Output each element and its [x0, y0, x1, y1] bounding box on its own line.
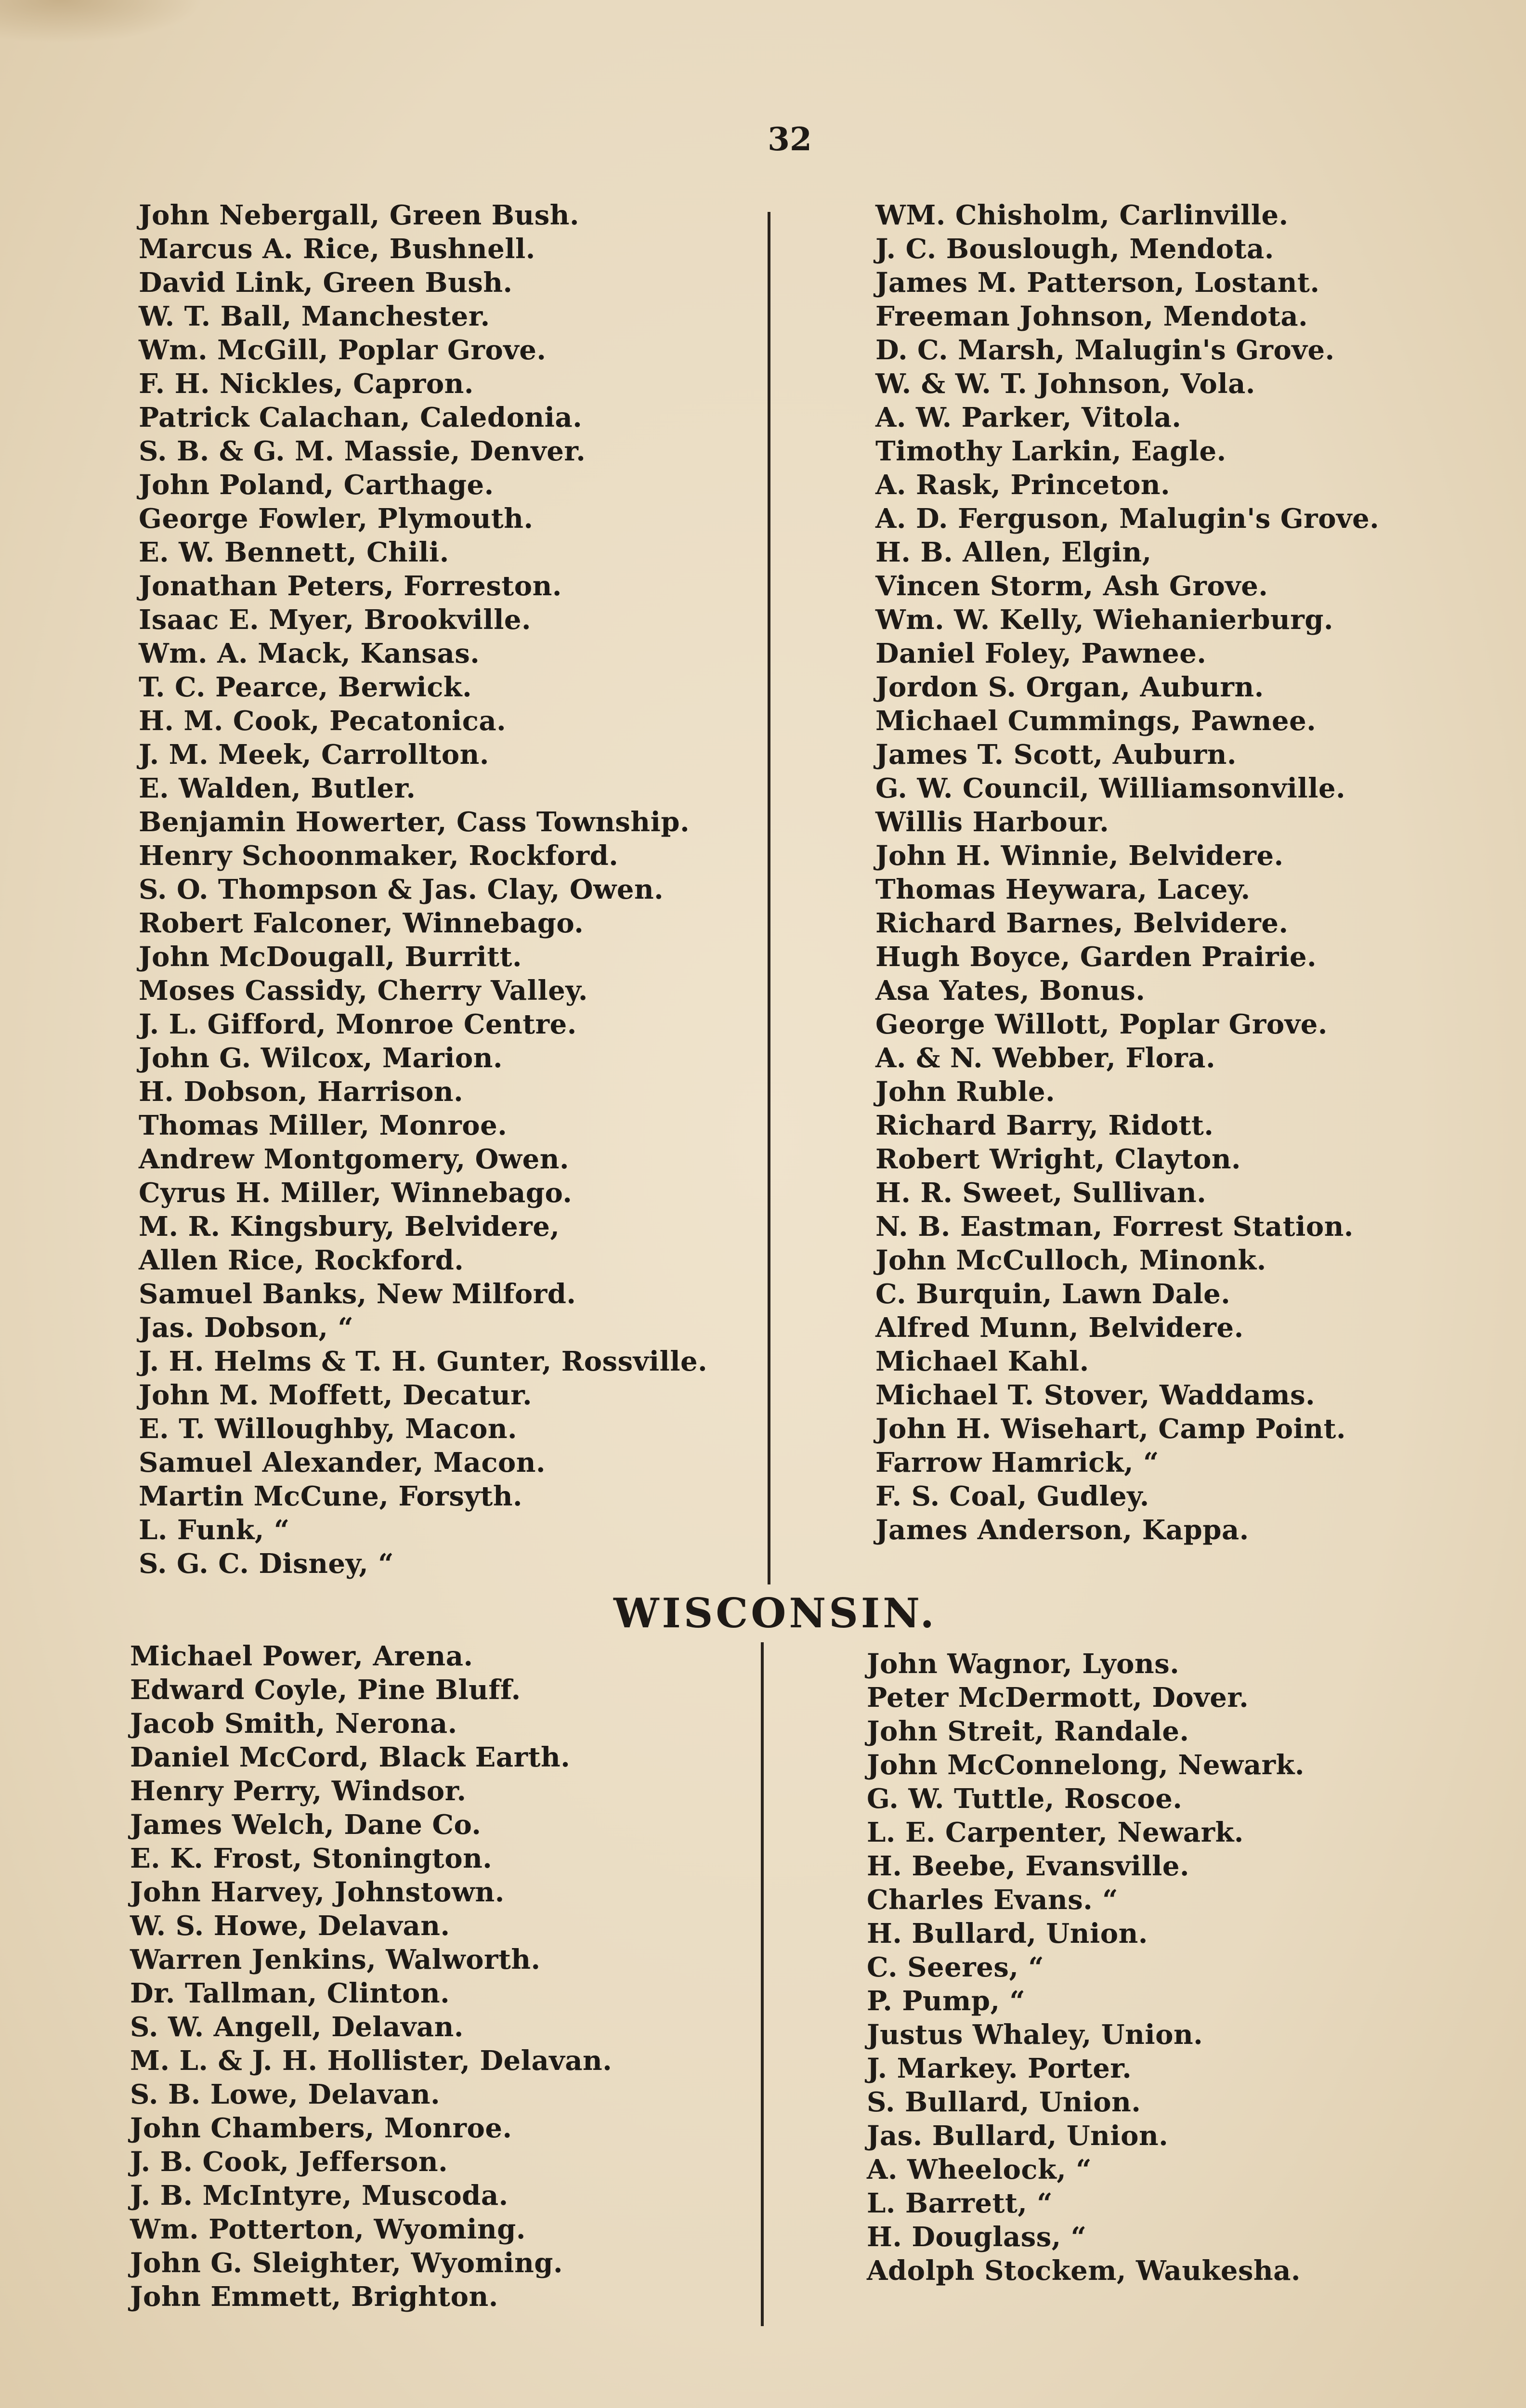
- entry: Dr. Tallman, Clinton.: [130, 1977, 450, 2009]
- entry: L. Funk, “: [139, 1514, 290, 1546]
- entry: Daniel McCord, Black Earth.: [130, 1741, 571, 1773]
- illinois-left-column: [139, 198, 707, 1581]
- entry: John Emmett, Brighton.: [130, 2281, 498, 2313]
- entry: Charles Evans. “: [867, 1884, 1118, 1916]
- entry: M. L. & J. H. Hollister, Delavan.: [130, 2045, 613, 2077]
- entry: Farrow Hamrick, “: [875, 1447, 1159, 1479]
- entry: F. H. Nickles, Capron.: [139, 368, 474, 400]
- page-number: 32: [768, 120, 812, 158]
- entry: S. G. C. Disney, “: [139, 1548, 394, 1580]
- entry: E. T. Willoughby, Macon.: [139, 1413, 518, 1445]
- entry: Vincen Storm, Ash Grove.: [875, 570, 1268, 602]
- entry: WM. Chisholm, Carlinville.: [875, 199, 1289, 231]
- entry: James T. Scott, Auburn.: [875, 739, 1237, 771]
- entry: W. S. Howe, Delavan.: [130, 1910, 450, 1942]
- entry: Adolph Stockem, Waukesha.: [867, 2255, 1301, 2287]
- entry: Michael Kahl.: [875, 1346, 1089, 1377]
- wisconsin-right-column: [867, 1647, 1304, 2288]
- column-divider-bottom: [761, 1642, 764, 2326]
- entry: W. T. Ball, Manchester.: [139, 301, 490, 332]
- entry: John Streit, Randale.: [867, 1715, 1189, 1747]
- entry: Alfred Munn, Belvidere.: [875, 1312, 1244, 1344]
- entry: George Fowler, Plymouth.: [139, 503, 534, 535]
- entry: S. B. & G. M. Massie, Denver.: [139, 435, 586, 467]
- entry: H. R. Sweet, Sullivan.: [875, 1177, 1207, 1209]
- entry: John M. Moffett, Decatur.: [139, 1379, 533, 1411]
- illinois-right-column: [875, 198, 1379, 1547]
- entry: Thomas Heywara, Lacey.: [875, 874, 1251, 905]
- entry: A. D. Ferguson, Malugin's Grove.: [875, 503, 1380, 535]
- entry: L. E. Carpenter, Newark.: [867, 1817, 1244, 1848]
- entry: Peter McDermott, Dover.: [867, 1682, 1249, 1714]
- entry: John G. Wilcox, Marion.: [139, 1042, 503, 1074]
- entry: Wm. Potterton, Wyoming.: [130, 2213, 526, 2245]
- entry: S. Bullard, Union.: [867, 2086, 1141, 2118]
- entry: Hugh Boyce, Garden Prairie.: [875, 941, 1317, 973]
- wisconsin-heading: WISCONSIN.: [613, 1589, 937, 1637]
- entry: John Chambers, Monroe.: [130, 2112, 512, 2144]
- entry: James M. Patterson, Lostant.: [875, 267, 1320, 299]
- entry: Marcus A. Rice, Bushnell.: [139, 233, 535, 265]
- entry: H. B. Allen, Elgin,: [875, 537, 1152, 568]
- entry: C. Seeres, “: [867, 1951, 1044, 1983]
- entry: Timothy Larkin, Eagle.: [875, 435, 1226, 467]
- entry: J. L. Gifford, Monroe Centre.: [139, 1008, 577, 1040]
- wisconsin-left-column: [130, 1639, 612, 2314]
- entry: Wm. W. Kelly, Wiehanierburg.: [875, 604, 1334, 636]
- entry: Cyrus H. Miller, Winnebago.: [139, 1177, 573, 1209]
- entry: Andrew Montgomery, Owen.: [139, 1143, 569, 1175]
- entry: C. Burquin, Lawn Dale.: [875, 1278, 1231, 1310]
- entry: Benjamin Howerter, Cass Township.: [139, 806, 690, 838]
- entry: A. & N. Webber, Flora.: [875, 1042, 1216, 1074]
- entry: Allen Rice, Rockford.: [139, 1244, 464, 1276]
- entry: John G. Sleighter, Wyoming.: [130, 2247, 563, 2279]
- entry: Willis Harbour.: [875, 806, 1109, 838]
- entry: Samuel Banks, New Milford.: [139, 1278, 576, 1310]
- entry: John McDougall, Burritt.: [139, 941, 522, 973]
- entry: L. Barrett, “: [867, 2187, 1053, 2219]
- entry: Samuel Alexander, Macon.: [139, 1447, 546, 1479]
- entry: Martin McCune, Forsyth.: [139, 1480, 523, 1512]
- entry: H. Dobson, Harrison.: [139, 1076, 464, 1108]
- entry: Patrick Calachan, Caledonia.: [139, 402, 583, 433]
- entry: James Welch, Dane Co.: [130, 1809, 482, 1841]
- entry: Michael T. Stover, Waddams.: [875, 1379, 1316, 1411]
- entry: Michael Cummings, Pawnee.: [875, 705, 1317, 737]
- entry: J. C. Bouslough, Mendota.: [875, 233, 1274, 265]
- entry: John H. Wisehart, Camp Point.: [875, 1413, 1346, 1445]
- entry: J. H. Helms & T. H. Gunter, Rossville.: [139, 1346, 708, 1377]
- page-stain: [0, 0, 202, 43]
- entry: E. W. Bennett, Chili.: [139, 537, 449, 568]
- entry: T. C. Pearce, Berwick.: [139, 671, 472, 703]
- entry: P. Pump, “: [867, 1985, 1026, 2017]
- entry: Warren Jenkins, Walworth.: [130, 1944, 541, 1976]
- entry: Jas. Dobson, “: [139, 1312, 354, 1344]
- entry: Henry Schoonmaker, Rockford.: [139, 840, 619, 872]
- entry: David Link, Green Bush.: [139, 267, 513, 299]
- entry: G. W. Council, Williamsonville.: [875, 772, 1346, 804]
- entry: John Ruble.: [875, 1076, 1056, 1108]
- entry: D. C. Marsh, Malugin's Grove.: [875, 334, 1335, 366]
- entry: Justus Whaley, Union.: [867, 2019, 1203, 2051]
- entry: J. M. Meek, Carrollton.: [139, 739, 489, 771]
- entry: W. & W. T. Johnson, Vola.: [875, 368, 1255, 400]
- entry: Jonathan Peters, Forreston.: [139, 570, 562, 602]
- entry: Wm. McGill, Poplar Grove.: [139, 334, 547, 366]
- entry: H. Bullard, Union.: [867, 1918, 1148, 1950]
- entry: S. O. Thompson & Jas. Clay, Owen.: [139, 874, 664, 905]
- entry: Edward Coyle, Pine Bluff.: [130, 1674, 521, 1706]
- entry: Freeman Johnson, Mendota.: [875, 301, 1308, 332]
- entry: N. B. Eastman, Forrest Station.: [875, 1211, 1354, 1243]
- entry: Jas. Bullard, Union.: [867, 2120, 1169, 2152]
- entry: Michael Power, Arena.: [130, 1640, 473, 1672]
- entry: J. B. McIntyre, Muscoda.: [130, 2180, 509, 2212]
- entry: Jacob Smith, Nerona.: [130, 1708, 457, 1740]
- column-divider-top: [768, 212, 770, 1584]
- entry: A. Wheelock, “: [867, 2154, 1092, 2186]
- entry: John Wagnor, Lyons.: [867, 1648, 1180, 1680]
- entry: S. B. Lowe, Delavan.: [130, 2079, 441, 2110]
- entry: Moses Cassidy, Cherry Valley.: [139, 975, 588, 1007]
- entry: J. Markey. Porter.: [867, 2053, 1132, 2084]
- entry: J. B. Cook, Jefferson.: [130, 2146, 448, 2178]
- entry: Asa Yates, Bonus.: [875, 975, 1146, 1007]
- entry: Richard Barry, Ridott.: [875, 1110, 1214, 1141]
- entry: John McConnelong, Newark.: [867, 1749, 1304, 1781]
- entry: Richard Barnes, Belvidere.: [875, 907, 1289, 939]
- entry: Wm. A. Mack, Kansas.: [139, 638, 480, 669]
- entry: John H. Winnie, Belvidere.: [875, 840, 1284, 872]
- entry: S. W. Angell, Delavan.: [130, 2011, 464, 2043]
- entry: A. W. Parker, Vitola.: [875, 402, 1182, 433]
- entry: A. Rask, Princeton.: [875, 469, 1171, 501]
- entry: Thomas Miller, Monroe.: [139, 1110, 508, 1141]
- entry: H. Beebe, Evansville.: [867, 1850, 1190, 1882]
- entry: E. Walden, Butler.: [139, 772, 416, 804]
- entry: Robert Falconer, Winnebago.: [139, 907, 584, 939]
- entry: John Harvey, Johnstown.: [130, 1876, 505, 1908]
- entry: Daniel Foley, Pawnee.: [875, 638, 1207, 669]
- entry: F. S. Coal, Gudley.: [875, 1480, 1149, 1512]
- entry: E. K. Frost, Stonington.: [130, 1843, 493, 1874]
- entry: Robert Wright, Clayton.: [875, 1143, 1241, 1175]
- entry: H. M. Cook, Pecatonica.: [139, 705, 507, 737]
- entry: John McCulloch, Minonk.: [875, 1244, 1266, 1276]
- entry: James Anderson, Kappa.: [875, 1514, 1249, 1546]
- entry: H. Douglass, “: [867, 2221, 1087, 2253]
- entry: Henry Perry, Windsor.: [130, 1775, 467, 1807]
- entry: G. W. Tuttle, Roscoe.: [867, 1783, 1183, 1815]
- entry: John Poland, Carthage.: [139, 469, 494, 501]
- entry: M. R. Kingsbury, Belvidere,: [139, 1211, 560, 1243]
- entry: Isaac E. Myer, Brookville.: [139, 604, 531, 636]
- entry: Jordon S. Organ, Auburn.: [875, 671, 1264, 703]
- entry: John Nebergall, Green Bush.: [139, 199, 579, 231]
- entry: George Willott, Poplar Grove.: [875, 1008, 1328, 1040]
